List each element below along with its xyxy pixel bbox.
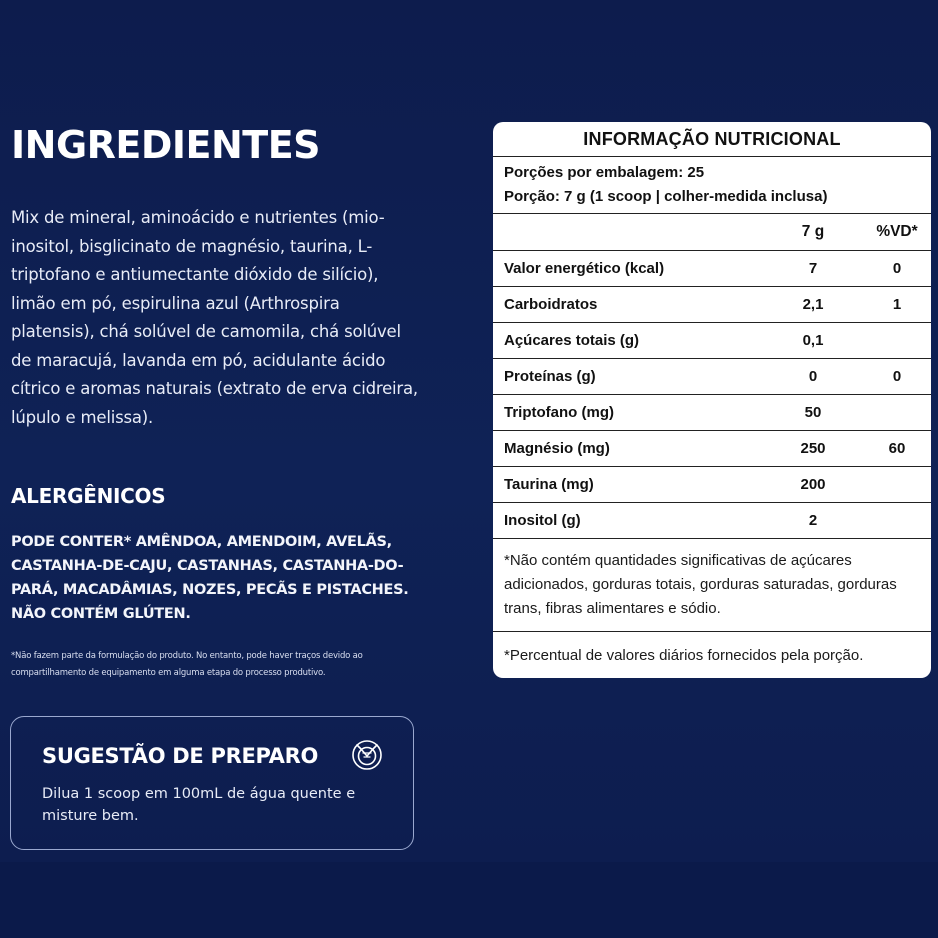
nutrient-label: Inositol (g) xyxy=(493,503,763,539)
nutrition-title: INFORMAÇÃO NUTRICIONAL xyxy=(493,122,931,157)
nutrition-row xyxy=(493,467,931,503)
preparation-heading: SUGESTÃO DE PREPARO xyxy=(42,744,319,768)
ingredients-text: Mix de mineral, aminoácido e nutrientes (mio-inositol, bisglicinato de magnésio, taurina, L-triptofano e antiumectante dióxido de silício), limão em pó, espirulina azul (Arthrospira platensis), chá solúvel de camomila, chá solúvel de maracujá, lavanda em pó, acidulante ácido cítrico e aromas naturais (extrato de erva cidreira, lúpulo e melissa). xyxy=(11,208,418,427)
nutrition-header-row xyxy=(493,214,931,251)
nutrient-amount: 200 xyxy=(763,467,863,503)
header-dv: %VD* xyxy=(863,214,931,251)
nutrient-label: Triptofano (mg) xyxy=(493,395,763,431)
nutrient-amount: 7 xyxy=(763,251,863,287)
nutrient-label: Magnésio (mg) xyxy=(493,431,763,467)
ingredients-heading: INGREDIENTES xyxy=(11,123,321,167)
nutrient-dv xyxy=(863,467,931,503)
nutrition-row xyxy=(493,359,931,395)
nutrient-label: Proteínas (g) xyxy=(493,359,763,395)
measuring-scoop-icon xyxy=(351,739,383,771)
nutrient-amount: 250 xyxy=(763,431,863,467)
nutrient-label: Carboidratos xyxy=(493,287,763,323)
preparation-text: Dilua 1 scoop em 100mL de água quente e misture bem. xyxy=(42,786,356,824)
nutrition-row xyxy=(493,323,931,359)
nutrition-row xyxy=(493,251,931,287)
allergens-heading: ALERGÊNICOS xyxy=(11,484,166,508)
nutrient-dv xyxy=(863,395,931,431)
nutrient-amount: 2 xyxy=(763,503,863,539)
nutrition-row xyxy=(493,431,931,467)
nutrition-row xyxy=(493,395,931,431)
nutrition-facts-table xyxy=(493,122,931,678)
nutrient-amount: 0,1 xyxy=(763,323,863,359)
nutrient-dv: 0 xyxy=(863,251,931,287)
nutrient-dv: 1 xyxy=(863,287,931,323)
nutrition-row xyxy=(493,287,931,323)
header-label xyxy=(493,214,763,251)
allergens-footnote: *Não fazem parte da formulação do produto. No entanto, pode haver traços devido ao compartilhamento de equipamento em alguma etapa do processo produtivo. xyxy=(11,651,363,678)
nutrient-dv: 60 xyxy=(863,431,931,467)
nutrition-rows xyxy=(493,214,931,539)
nutrition-note-dv: *Percentual de valores diários fornecidos pela porção. xyxy=(504,647,864,664)
nutrition-portions xyxy=(493,157,931,214)
nutrition-note-insignificant: *Não contém quantidades significativas de açúcares adicionados, gorduras totais, gorduras saturadas, gorduras trans, fibras alimentares e sódio. xyxy=(493,539,931,632)
serving-size: Porção: 7 g (1 scoop | colher-medida inclusa) xyxy=(504,188,828,205)
preparation-card xyxy=(10,716,414,850)
nutrient-dv xyxy=(863,503,931,539)
nutrition-row xyxy=(493,503,931,539)
nutrient-dv xyxy=(863,323,931,359)
nutrient-label: Açúcares totais (g) xyxy=(493,323,763,359)
nutrient-label: Valor energético (kcal) xyxy=(493,251,763,287)
allergens-text: PODE CONTER* AMÊNDOA, AMENDOIM, AVELÃS, CASTANHA-DE-CAJU, CASTANHAS, CASTANHA-DO-PARÁ, MACADÂMIAS, NOZES, PECÃS E PISTACHES. NÃO CONTÉM GLÚTEN. xyxy=(11,534,409,622)
nutrient-dv: 0 xyxy=(863,359,931,395)
nutrient-amount: 0 xyxy=(763,359,863,395)
servings-per-package: Porções por embalagem: 25 xyxy=(504,164,705,181)
header-amount: 7 g xyxy=(763,214,863,251)
nutrient-label: Taurina (mg) xyxy=(493,467,763,503)
ingredients-column xyxy=(11,118,419,682)
nutrient-amount: 50 xyxy=(763,395,863,431)
nutrient-amount: 2,1 xyxy=(763,287,863,323)
